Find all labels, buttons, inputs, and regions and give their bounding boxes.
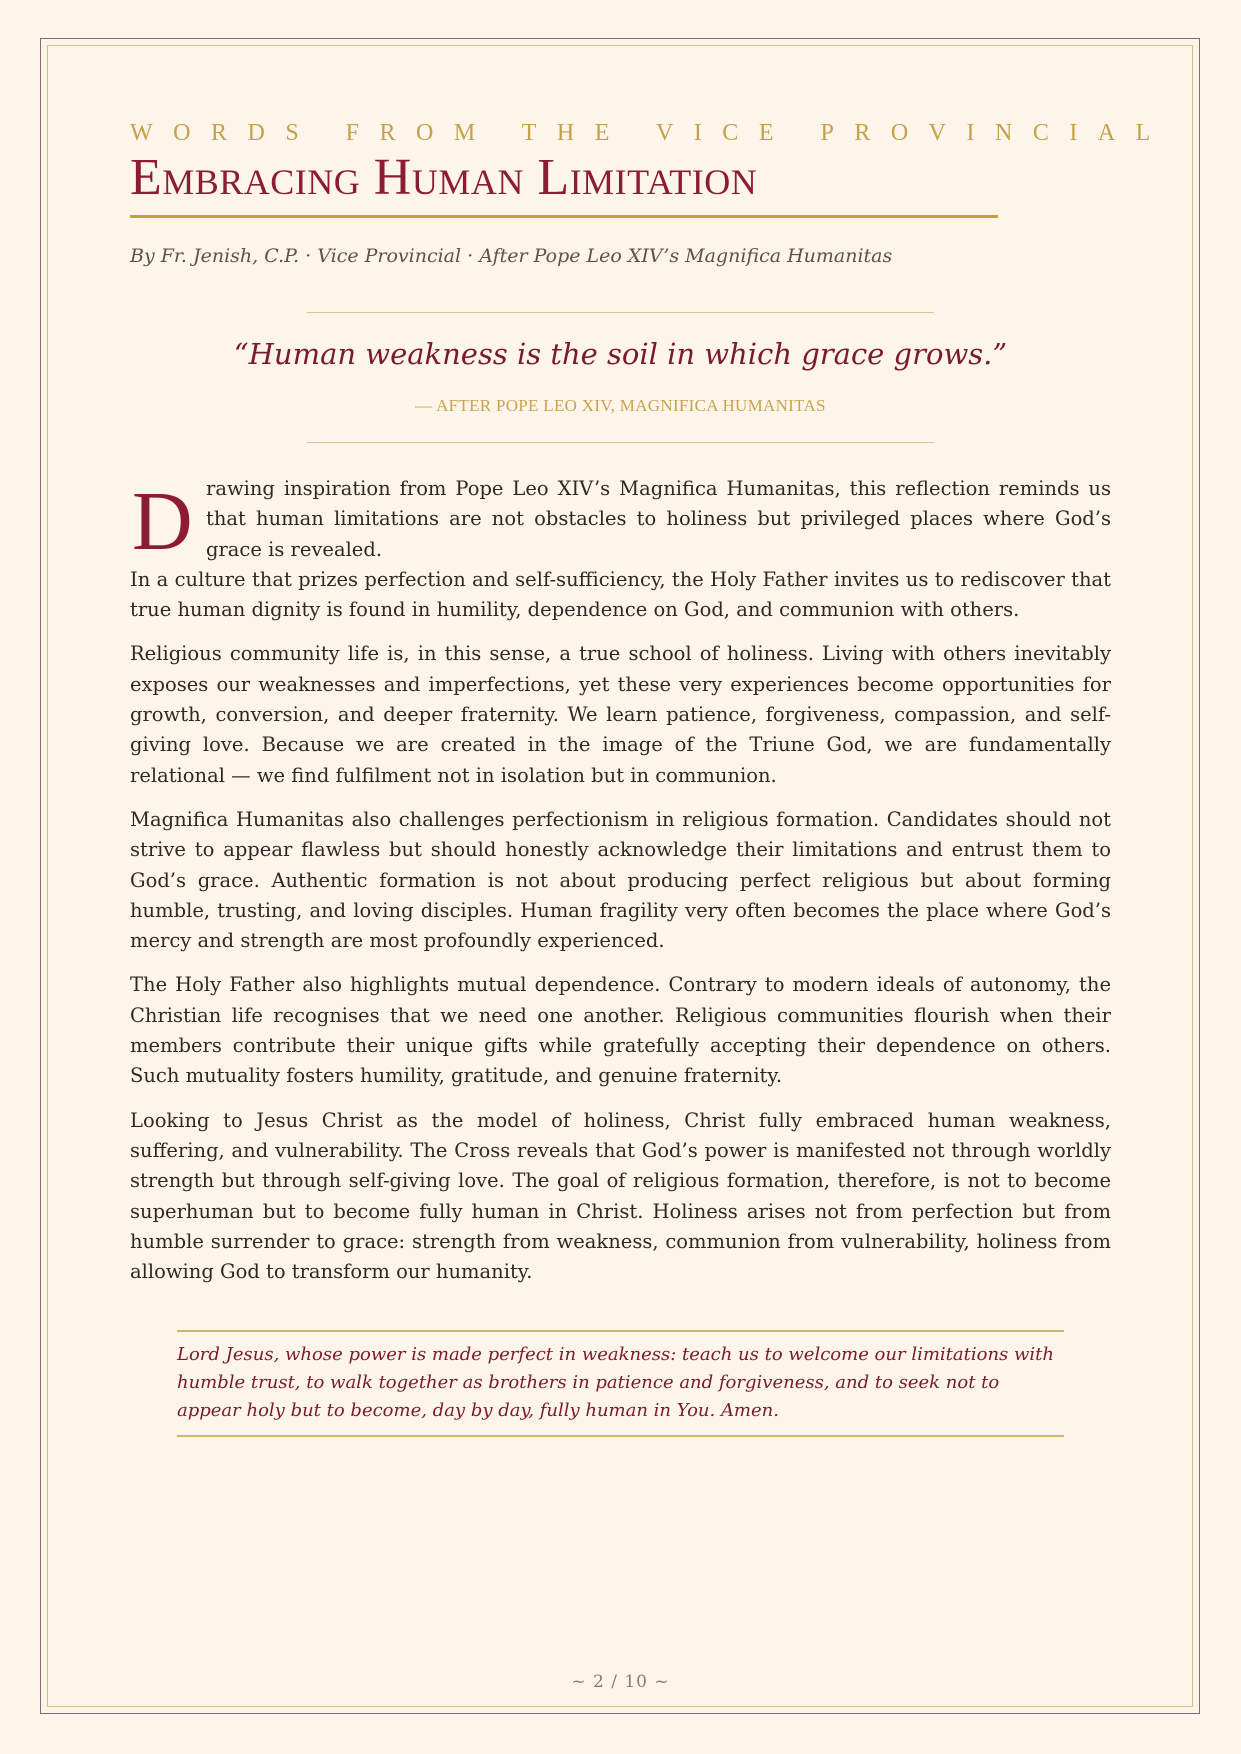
- epigraph-source: — AFTER POPE LEO XIV, MAGNIFICA HUMANITAS: [415, 396, 826, 415]
- divider-bottom: [307, 442, 934, 443]
- page-number: ~ 2 / 10 ~: [571, 1672, 670, 1692]
- article-body: [130, 474, 1111, 1301]
- lead-text: rawing inspiration from Pope Leo XIV’s Magnifica Humanitas, this reflection reminds us that human limitations are not obstacles to holiness but privileged places where God’s grace is revealed.: [206, 477, 1111, 561]
- paragraph: The Holy Father also highlights mutual dependence. Contrary to modern ideals of autonomy, the Christian life recognises that we need one another. Religious communities flourish when their members contribute their unique gifts while gratefully accepting their dependence on others. Such mutuality fosters humility, gratitude, and genuine fraternity.: [130, 973, 1111, 1088]
- section-kicker: WORDS FROM THE VICE PROVINCIAL: [130, 120, 1171, 146]
- title-underline: [130, 215, 998, 218]
- closing-prayer: Lord Jesus, whose power is made perfect in weakness: teach us to welcome our limitations with humble trust, to walk together as brothers in patience and forgiveness, and to seek not to appear holy but to become, day by day, fully human in You. Amen.: [177, 1330, 1064, 1437]
- epigraph-quote: “Human weakness is the soil in which grace grows.”: [233, 337, 1008, 371]
- byline: By Fr. Jenish, C.P. · Vice Provincial · After Pope Leo XIV’s Magnifica Humanitas: [130, 245, 893, 267]
- paragraph: In a culture that prizes perfection and self-sufficiency, the Holy Father invites us to rediscover that true human dignity is found in humility, dependence on God, and communion with others.: [130, 567, 1111, 622]
- lead-paragraph: [130, 474, 1111, 568]
- paragraph: Religious community life is, in this sense, a true school of holiness. Living with others inevitably exposes our weaknesses and imperfections, yet these very experiences become opportunities for growth, conversion, and deeper fraternity. We learn patience, forgiveness, compassion, and self-giving love. Because we are created in the image of the Triune God, we are fundamentally relational — we find fulfilment not in isolation but in communion.: [130, 642, 1111, 787]
- paragraph: Magnifica Humanitas also challenges perfectionism in religious formation. Candidates should not strive to appear flawless but should honestly acknowledge their limitations and entrust them to God’s grace. Authentic formation is not about producing perfect religious but about forming humble, trusting, and loving disciples. Human fragility very often becomes the place where God’s mercy and strength are most profoundly experienced.: [130, 807, 1111, 953]
- paragraph: Looking to Jesus Christ as the model of holiness, Christ fully embraced human weakness, suffering, and vulnerability. The Cross reveals that God’s power is manifested not through worldly strength but through self-giving love. The goal of religious formation, therefore, is not to become superhuman but to become fully human in Christ. Holiness arises not from perfection but from humble surrender to grace: strength from weakness, communion from vulnerability, holiness from allowing God to transform our humanity.: [130, 1108, 1111, 1284]
- divider-top: [307, 312, 934, 313]
- page-title: Embracing Human Limitation: [130, 149, 758, 206]
- drop-cap: D: [132, 475, 193, 568]
